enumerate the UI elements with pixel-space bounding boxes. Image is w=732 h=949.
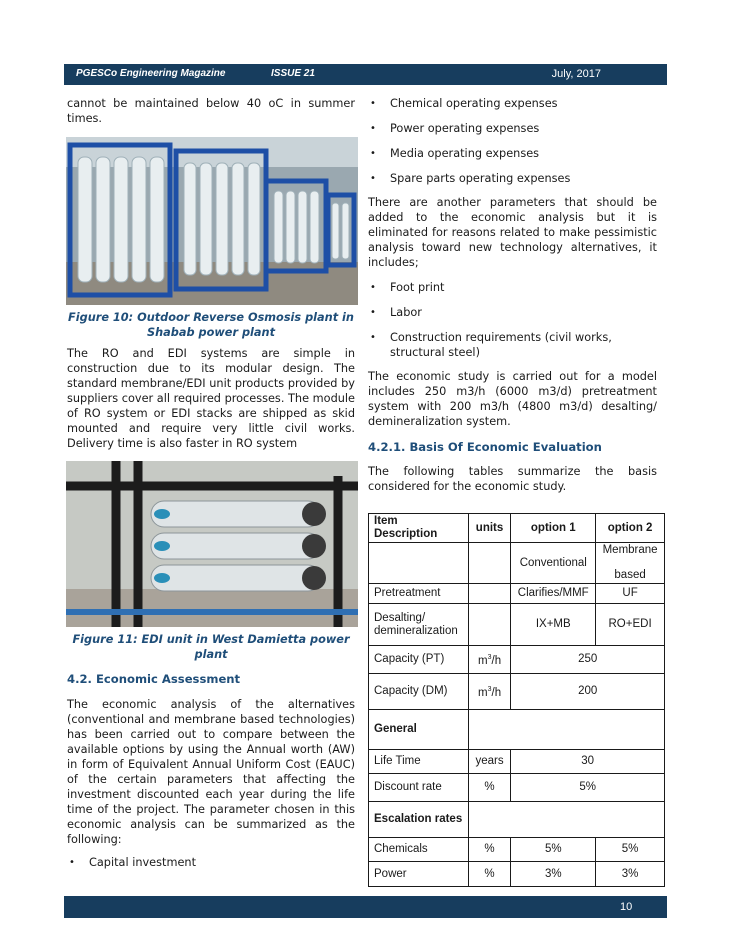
table-row: Pretreatment Clarifies/MMF UF [369, 584, 665, 604]
table-row [369, 543, 665, 584]
header-option-2: option 2 [596, 514, 665, 543]
table-header-row [369, 514, 665, 543]
table-row: Discount rate % 5% [369, 774, 665, 802]
excluded-parameters-paragraph: There are another parameters that should be added to the economic analysis but it is eliminated for reasons related to make pessimistic analysis toward new technology alternatives, it includes; [368, 196, 657, 269]
edi-unit-photo [66, 461, 358, 627]
table-row: Capacity (PT) $m^3/h$ 250 [369, 646, 665, 674]
issue-date: July, 2017 [551, 68, 601, 80]
list-item: • Capital investment [67, 855, 355, 870]
economic-basis-table [368, 513, 665, 887]
table-row: Chemicals % 5% 5% [369, 838, 665, 862]
header-option-1: option 1 [511, 514, 596, 543]
list-item: • Power operating expenses [368, 121, 657, 136]
figure-11-caption: Figure 11: EDI unit in West Damietta power plant [72, 633, 350, 661]
subsection-heading-basis: 4.2.1. Basis Of Economic Evaluation [368, 440, 602, 454]
ro-plant-photo [66, 137, 358, 305]
tables-intro-paragraph: The following tables summarize the basis considered for the economic study. [368, 465, 657, 493]
section-heading-economic-assessment: 4.2. Economic Assessment [67, 672, 241, 686]
option-2-type: Membrane based [596, 543, 665, 584]
table-row: General [369, 710, 665, 750]
list-item: • Foot print [368, 280, 657, 295]
table-row: Escalation rates [369, 802, 665, 838]
table-row: Life Time years 30 [369, 750, 665, 774]
table-row: Desalting/ demineralization IX+MB RO+EDI [369, 604, 665, 646]
table-row: Power % 3% 3% [369, 862, 665, 887]
list-item: • Labor [368, 305, 657, 320]
list-item: • Media operating expenses [368, 146, 657, 161]
page-number: 10 [620, 901, 633, 913]
economic-analysis-paragraph: The economic analysis of the alternatives (conventional and membrane based technologies) has been carried out to compare between the available options by using the Annual worth (AW) in form of Equivalent Annual Uniform Cost (EAUC) of the certain parameters that affecting the investment discounted each year during the life time of the project. The parameter chosen in this economic analysis can be summarized as the following: [67, 698, 355, 846]
intro-text: cannot be maintained below 40 oC in summer times. [67, 97, 355, 125]
option-1-type: Conventional [511, 543, 596, 584]
magazine-title: PGESCo Engineering Magazine [76, 68, 226, 79]
operating-expenses-list [368, 96, 657, 186]
excluded-parameters-list [368, 280, 657, 360]
parameter-list [67, 855, 355, 870]
list-item: • Construction requirements (civil works, structural steel) [368, 330, 657, 360]
figure-10-caption: Figure 10: Outdoor Reverse Osmosis plant in Shabab power plant [68, 311, 354, 339]
left-column [67, 96, 355, 870]
right-column [368, 96, 657, 494]
list-item: • Chemical operating expenses [368, 96, 657, 111]
list-item: • Spare parts operating expenses [368, 171, 657, 186]
header-units: units [468, 514, 511, 543]
ro-edi-paragraph: The RO and EDI systems are simple in construction due to its modular design. The standard membrane/EDI unit products provided by suppliers cover all required processes. The module of RO system or EDI stacks are shipped as skid mounted and require very little civil works. Delivery time is also faster in RO system [67, 347, 355, 450]
header-item-description: Item Description [369, 514, 469, 543]
issue-label: ISSUE 21 [271, 68, 315, 79]
page-header [64, 64, 667, 85]
model-paragraph: The economic study is carried out for a model includes 250 m3/h (6000 m3/d) pretreatment system with 200 m3/h (4800 m3/d) desalting/ demineralization system. [368, 370, 657, 428]
table-row: Capacity (DM) $m^3/h$ 200 [369, 674, 665, 710]
page-footer [64, 896, 667, 918]
